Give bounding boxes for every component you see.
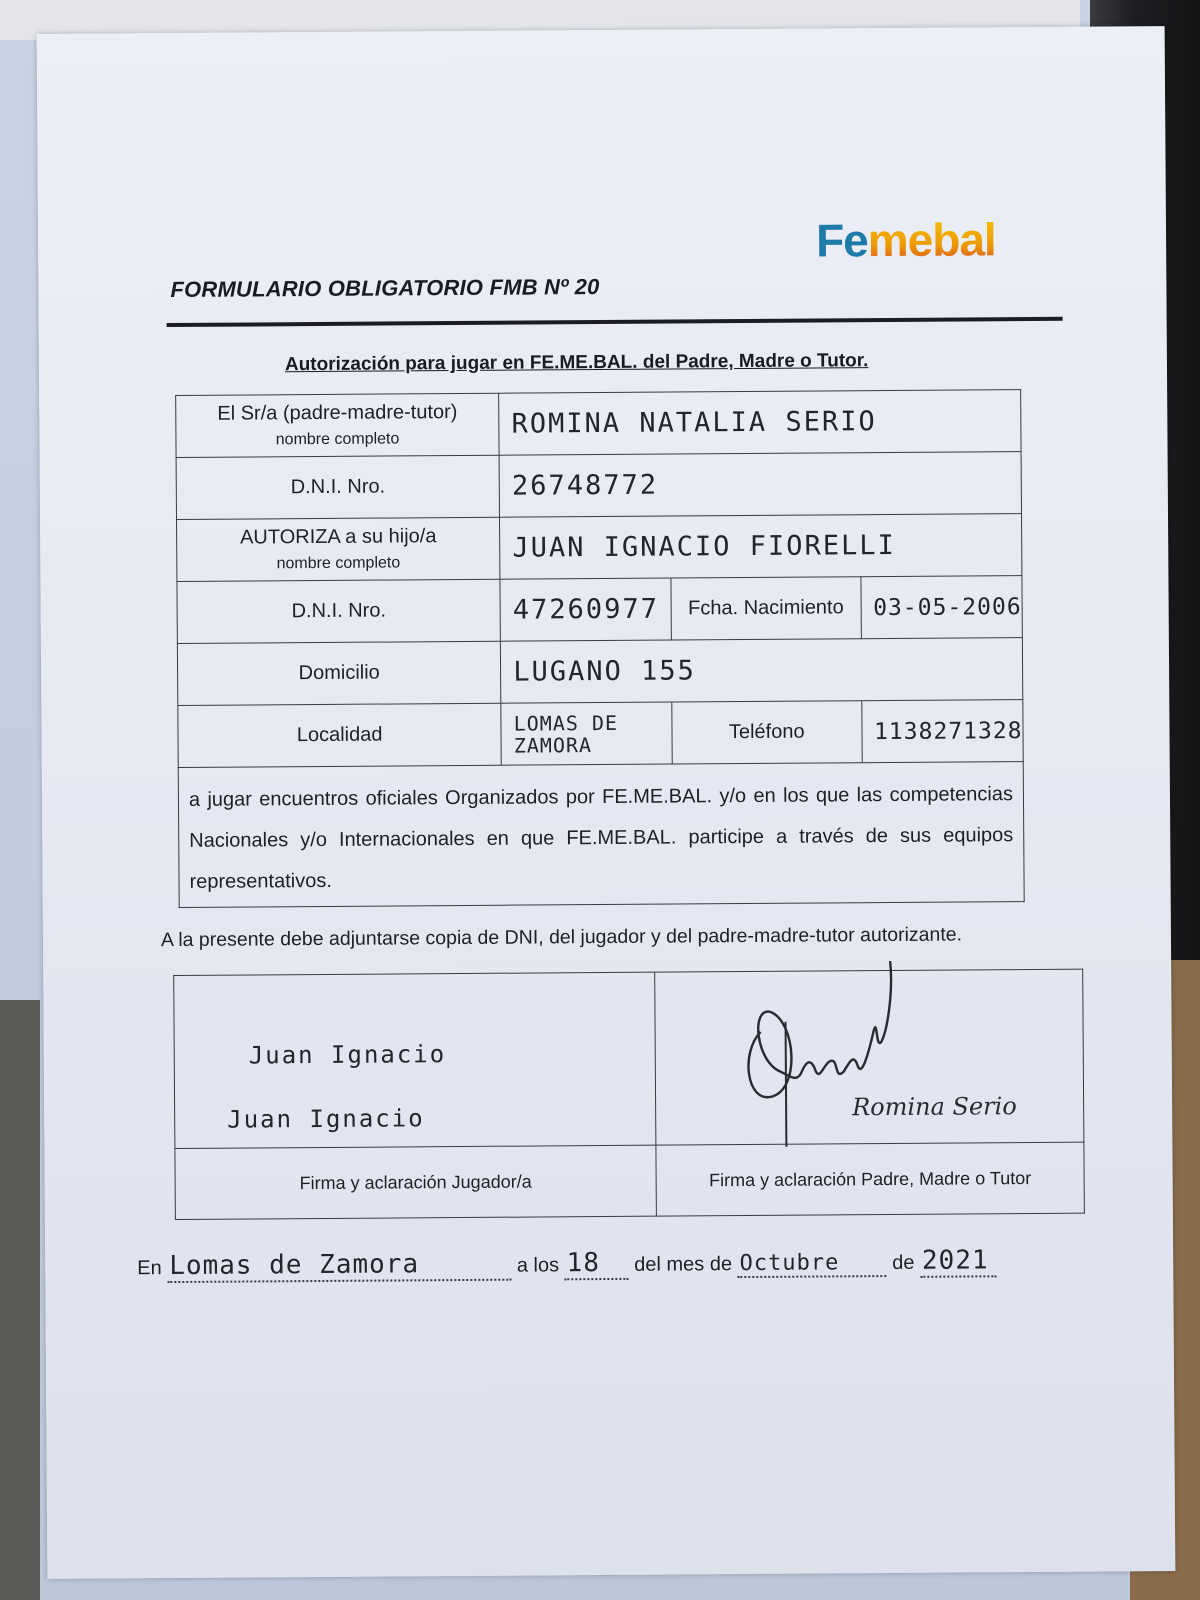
form-subtitle: Autorización para jugar en FE.ME.BAL. del Padre, Madre o Tutor. — [284, 350, 869, 376]
city-field[interactable]: LOMAS DE ZAMORA — [501, 702, 672, 765]
child-sublabel: nombre completo — [276, 554, 401, 573]
birth-date-label: Fcha. Nacimiento — [671, 577, 861, 640]
address-row — [177, 638, 1022, 706]
caption-row — [175, 1142, 1084, 1219]
day-field[interactable]: 18 — [565, 1248, 629, 1280]
player-signature-box[interactable] — [174, 972, 656, 1148]
child-dni-row — [177, 576, 1022, 644]
birth-date-field[interactable]: 03-05-2006 — [860, 576, 1022, 639]
child-label-cell — [177, 517, 501, 581]
guardian-signature-box[interactable] — [655, 969, 1084, 1145]
form-title: FORMULARIO OBLIGATORIO FMB Nº 20 — [170, 274, 600, 303]
authorization-table — [175, 389, 1025, 908]
child-dni-field[interactable]: 47260977 — [500, 578, 671, 641]
guardian-label-cell — [176, 393, 500, 457]
guardian-dni-label: D.N.I. Nro. — [176, 455, 500, 519]
guardian-signature-drawing — [725, 961, 946, 1153]
guardian-signature-caption: Firma y aclaración Padre, Madre o Tutor — [656, 1142, 1084, 1216]
logo-prefix: Fe — [815, 214, 868, 267]
femebal-logo — [816, 212, 996, 267]
month-field[interactable]: Octubre — [738, 1250, 887, 1278]
address-label: Domicilio — [177, 641, 501, 705]
child-name-field[interactable]: JUAN IGNACIO FIORELLI — [500, 514, 1022, 580]
city-label: Localidad — [178, 703, 502, 767]
city-row — [178, 700, 1023, 768]
phone-field[interactable]: 1138271328 — [861, 700, 1023, 763]
year-field[interactable]: 2021 — [920, 1245, 996, 1278]
authorization-text: a jugar encuentros oficiales Organizados por FE.ME.BAL. y/o en los que las competencias Nacionales y/o Internacionales en que FE.ME.BAL. participe a través de sus equipos representativos. — [178, 762, 1024, 908]
document-sheet — [37, 26, 1176, 1579]
phone-label: Teléfono — [672, 701, 862, 764]
background-floor — [0, 1000, 40, 1600]
guardian-name-field[interactable]: ROMINA NATALIA SERIO — [499, 390, 1021, 456]
logo-suffix: mebal — [867, 213, 996, 267]
guardian-name-row — [176, 390, 1021, 458]
guardian-dni-field[interactable]: 26748772 — [499, 452, 1021, 518]
title-divider — [167, 317, 1063, 327]
closing-line — [137, 1245, 996, 1283]
signature-row — [174, 969, 1084, 1148]
player-clarification: Juan Ignacio — [227, 1104, 425, 1134]
guardian-label: El Sr/a (padre-madre-tutor) — [217, 401, 458, 425]
authorization-text-row — [178, 762, 1024, 908]
guardian-dni-row — [176, 452, 1021, 520]
child-dni-label: D.N.I. Nro. — [177, 579, 501, 643]
guardian-sublabel: nombre completo — [275, 430, 400, 449]
guardian-clarification: Romina Serio — [852, 1092, 1017, 1122]
year-prefix: de — [892, 1251, 915, 1275]
place-field[interactable]: Lomas de Zamora — [167, 1249, 511, 1283]
signature-table — [173, 969, 1085, 1220]
child-label: AUTORIZA a su hijo/a — [239, 525, 437, 549]
address-field[interactable]: LUGANO 155 — [501, 638, 1023, 704]
month-prefix: del mes de — [634, 1253, 733, 1276]
player-signature-caption: Firma y aclaración Jugador/a — [175, 1145, 656, 1219]
day-prefix: a los — [516, 1254, 560, 1277]
player-signature: Juan Ignacio — [248, 1040, 447, 1070]
child-name-row — [177, 514, 1022, 582]
closing-prefix: En — [137, 1257, 162, 1280]
attachment-note: A la presente debe adjuntarse copia de DNI, del jugador y del padre-madre-tutor autorizante. — [160, 923, 963, 952]
